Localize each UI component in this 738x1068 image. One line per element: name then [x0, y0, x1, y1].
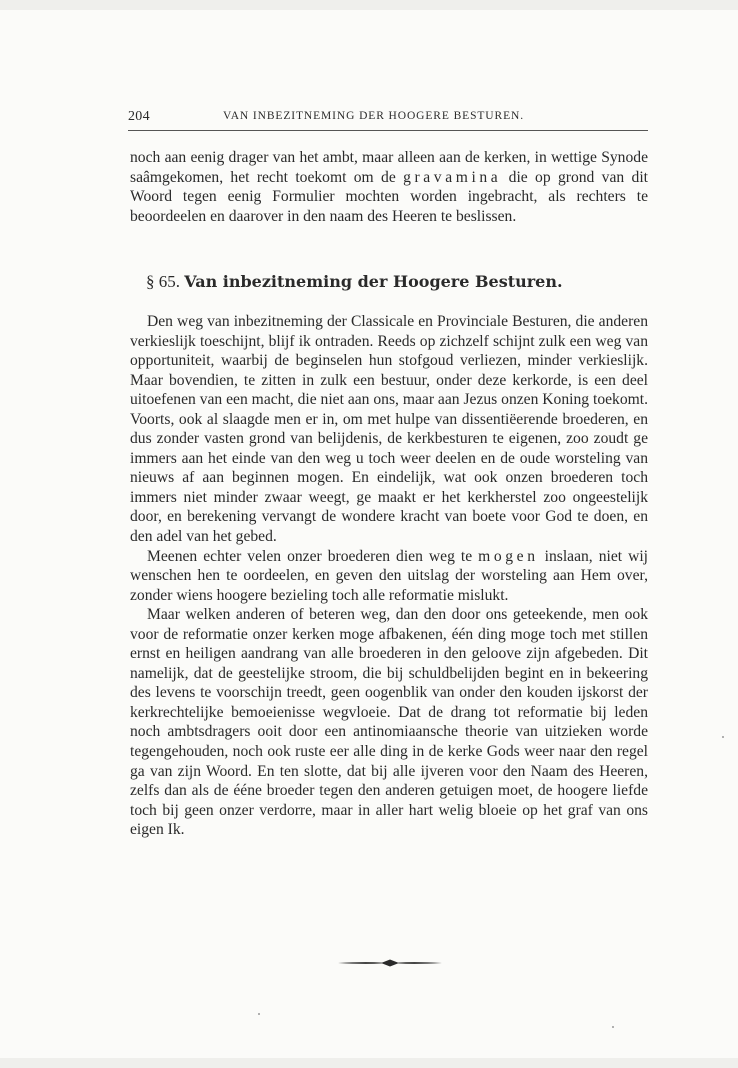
paper-speck [258, 1013, 260, 1015]
paper-speck [722, 736, 724, 738]
paper-speck [612, 1026, 614, 1028]
intro-paragraph [130, 148, 648, 226]
section-heading [146, 272, 646, 292]
page-number: 204 [128, 109, 150, 124]
body-paragraph-1: Den weg van inbezitneming der Classicale en Provinciale Besturen, die anderen verkieslijk toeschijnt, blijf ik ontraden. Reeds op zichzelf schijnt zulk een weg van opportuniteit, waarbij de beginselen hun stofgoud verliezen, minder verkieslijk. Maar bovendien, te zitten in zulk een bestuur, onder deze kerkorde, is een deel uitoefenen van een macht, die niet aan ons, maar aan Jezus onzen Koning toekomt. Voorts, ook al slaagde men er in, om met hulpe van dissentiëerende broederen, en dus zonder vasten grond van belijdenis, de kerkbesturen te eigenen, zoo zoudt ge immers aan het einde van den weg u toch weer deelen en de oude worsteling van nieuws af aan beginnen mogen. En eindelijk, wat ook onzen broederen toch immers niet minder zwaar weegt, ge maakt er het kerkherstel zoo ongeestelijk door, en berekening vervangt de wondere kracht van boete voor God te doen, en den adel van het gebed. [130, 313, 648, 546]
running-head: VAN INBEZITNEMING DER HOOGERE BESTUREN. [223, 110, 524, 122]
book-page [0, 10, 738, 1058]
p2-spaced-word: mogen [478, 547, 539, 565]
page-header [128, 106, 648, 131]
intro-text-part2: die op grond van dit Woord tegen eenig Formulier mochten worden ingebracht, als rechters te beoordeelen en daarover in den naam des Heeren te beslissen. [130, 168, 648, 225]
p2-text-part1: Meenen echter velen onzer broederen dien weg te [147, 547, 473, 565]
intro-paragraph-block [130, 148, 648, 226]
section-number: § 65. [146, 272, 180, 291]
fleuron-ornament-icon [338, 955, 442, 973]
body-paragraphs-block [130, 312, 648, 840]
intro-text-part1: noch aan eenig drager van het ambt, maar alleen aan de kerken, in wettige Synode saâmgekomen, het recht toekomt om de [130, 149, 648, 186]
section-title: Van inbezitneming der Hoogere Besturen. [184, 272, 563, 291]
body-paragraph-3: Maar welken anderen of beteren weg, dan den door ons geteekende, men ook voor de reformatie onzer kerken moge afbakenen, één ding moge toch met stillen ernst en heiligen aandrang van alle broederen in den geloove zijn afgebeden. Dit namelijk, dat de geestelijke stroom, die bij schuldbelijden begint en in bekeering des levens te voorschijn treedt, geen oogenblik van onder den kouden ijskorst der kerkrechtelijke bemoeienisse wegvloeie. Dat de drang tot reformatie bij leden noch ambtsdragers ooit door een antinomiaansche theorie van uitzieken worde tegengehouden, noch ook ruste eer alle ding in de kerke Gods weer naar den regel ga van zijn Woord. En ten slotte, dat bij alle ijveren voor den Naam des Heeren, zelfs dan als de ééne broeder tegen den anderen getuigen moet, de hoogere liefde toch bij geen onzer verdorre, maar in aller hart welig bloeie op het graf van ons eigen Ik. [130, 606, 648, 839]
body-paragraph-2 [130, 547, 648, 606]
p2-text-part2: inslaan, niet wij wenschen hen te oordeelen, en geven den uitslag der worsteling aan Hem over, zonder wiens hoogere bezieling toch alle reformatie mislukt. [130, 547, 649, 604]
intro-spaced-word: gravamina [403, 168, 502, 186]
